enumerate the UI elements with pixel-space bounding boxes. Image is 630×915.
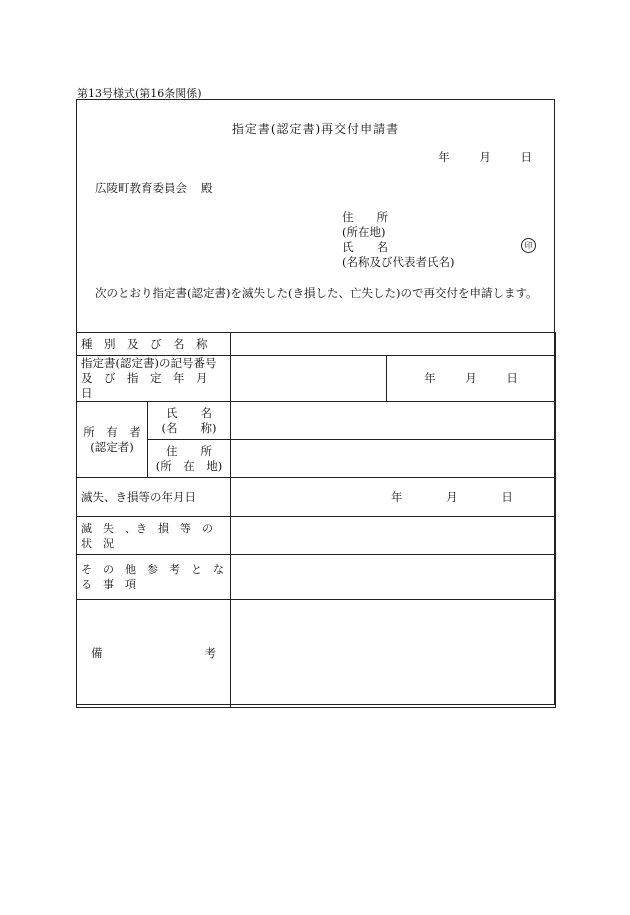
table-row	[77, 600, 556, 708]
applicant-address-sublabel: (所在地)	[342, 225, 386, 239]
seal-mark: 印	[521, 238, 536, 253]
type-name-field[interactable]	[231, 333, 556, 356]
loss-state-label: 滅 失 、き 損 等 の 状 況	[77, 517, 231, 555]
cert-date-year: 年	[424, 371, 436, 385]
other-notes-label: そ の 他 参 考 と な る 事 項	[77, 555, 231, 600]
date-day-label: 日	[520, 150, 532, 164]
table-row	[77, 478, 556, 517]
details-table	[76, 332, 556, 708]
table-row	[77, 517, 556, 555]
form-number: 第13号様式(第16条関係)	[77, 87, 202, 100]
application-form	[76, 99, 555, 705]
owner-address-label-line2: (所 在 地)	[155, 458, 223, 473]
remarks-field[interactable]	[231, 600, 556, 708]
remarks-label-char1: 備	[91, 646, 103, 660]
loss-date-field[interactable]	[231, 478, 556, 517]
owner-label-line2: (認定者)	[90, 439, 134, 454]
owner-address-field[interactable]	[231, 440, 556, 478]
addressee-name: 広陵町教育委員会	[95, 181, 187, 195]
table-row	[77, 555, 556, 600]
owner-name-label-line1: 氏 名	[166, 405, 212, 420]
applicant-address-label: 住 所	[342, 210, 388, 224]
cert-date-month: 月	[465, 371, 477, 385]
table-row	[77, 402, 556, 440]
cert-number-label-line2: 及 び 指 定 年 月 日	[81, 371, 219, 400]
loss-date-day: 日	[501, 489, 513, 504]
owner-label	[77, 402, 148, 478]
loss-date-year: 年	[391, 489, 403, 504]
addressee-honorific: 殿	[201, 181, 213, 195]
cert-number-field[interactable]	[231, 356, 387, 402]
application-date[interactable]	[412, 149, 532, 165]
other-notes-field[interactable]	[231, 555, 556, 600]
loss-date-label: 滅失、き損等の年月日	[77, 478, 231, 517]
statement-text: 次のとおり指定書(認定書)を滅失した(き損した、亡失した)ので再交付を申請します。	[95, 286, 538, 300]
owner-name-label	[148, 402, 231, 440]
loss-state-field[interactable]	[231, 517, 556, 555]
remarks-label-char2: 考	[204, 646, 216, 660]
date-year-label: 年	[438, 150, 450, 164]
owner-address-label-line1: 住 所	[166, 443, 212, 458]
table-row	[77, 440, 556, 478]
applicant-name-sublabel: (名称及び代表者氏名)	[342, 255, 455, 269]
owner-label-line1: 所 有 者	[83, 424, 141, 439]
owner-name-label-line2: (名 称)	[161, 420, 217, 435]
cert-date-day: 日	[506, 371, 518, 385]
applicant-block	[342, 210, 454, 270]
owner-name-field[interactable]	[231, 402, 556, 440]
addressee	[95, 180, 213, 196]
applicant-name-label: 氏 名	[342, 240, 388, 254]
table-row	[77, 333, 556, 356]
table-row	[77, 356, 556, 402]
type-name-label: 種 別 及 び 名 称	[77, 333, 231, 356]
loss-date-month: 月	[446, 489, 458, 504]
date-month-label: 月	[479, 150, 491, 164]
cert-number-label	[77, 356, 231, 402]
remarks-label	[77, 600, 231, 708]
cert-number-label-line1: 指定書(認定書)の記号番号	[81, 356, 217, 370]
owner-address-label	[148, 440, 231, 478]
form-title: 指定書(認定書)再交付申請書	[231, 122, 400, 136]
cert-date-field[interactable]	[387, 356, 556, 402]
